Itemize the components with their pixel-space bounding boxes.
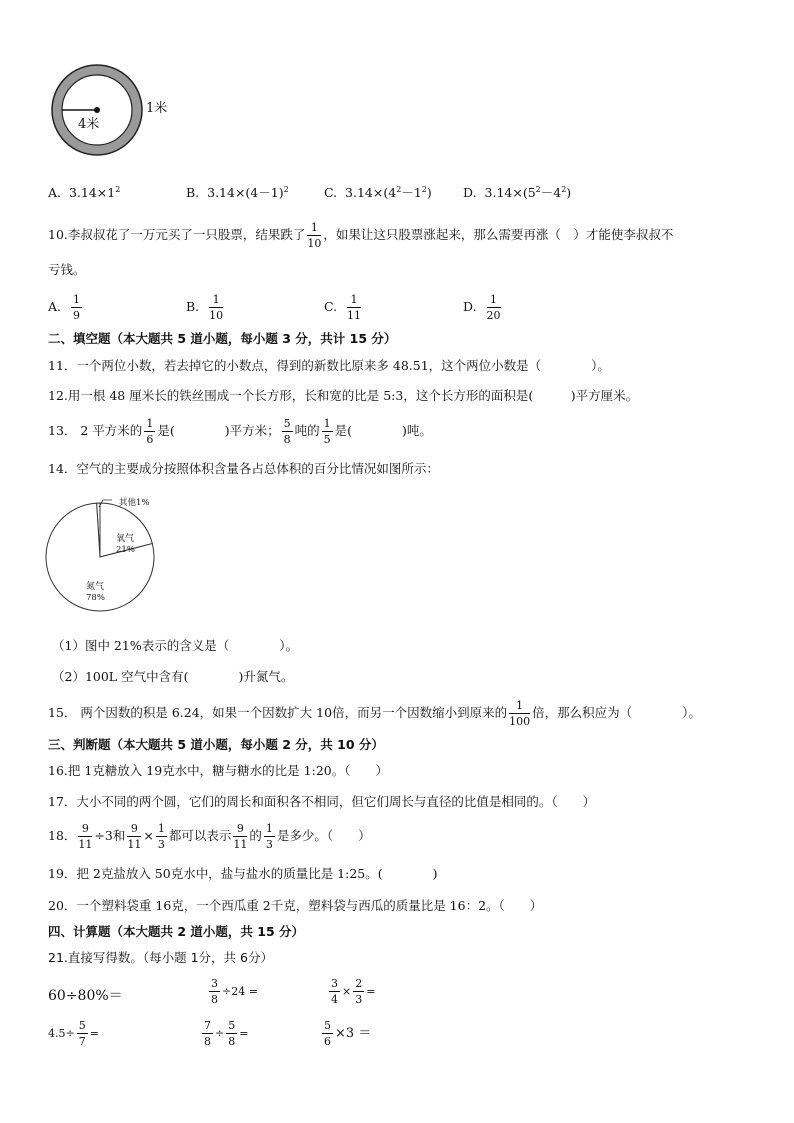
option-letter: B.	[186, 299, 200, 314]
option-expr: 3.14×1	[68, 185, 116, 201]
q10-option-d[interactable]	[463, 294, 503, 321]
numerator: 9	[127, 823, 141, 837]
numerator: 1	[146, 417, 154, 430]
numerator: 1	[209, 294, 223, 308]
q17: 17．大小不同的两个圆，它们的周长和面积各不相同，但它们周长与直径的比值是相同的。（ ）	[48, 794, 596, 809]
numerator: 1	[72, 293, 80, 306]
denominator: 5	[323, 433, 331, 446]
option-letter: A.	[48, 185, 62, 201]
numerator: 1	[157, 822, 165, 835]
text: 都可以表示	[168, 828, 232, 843]
numerator: 3	[211, 977, 218, 990]
fraction	[322, 1020, 333, 1047]
text: ，如果让这只股票涨起来，那么需要再涨（ ）才能使李叔叔不	[323, 227, 674, 242]
q9-option-d[interactable]	[463, 186, 571, 200]
fraction	[202, 1020, 213, 1047]
denominator: 100	[509, 715, 531, 728]
operator: ÷	[215, 1027, 225, 1040]
denominator: 6	[146, 433, 154, 446]
q9-option-c[interactable]	[324, 186, 432, 200]
numerator: 9	[78, 823, 92, 837]
fraction	[353, 978, 364, 1005]
fraction	[329, 978, 340, 1005]
q10-option-c[interactable]	[324, 294, 363, 321]
q12: 12.用一根 48 厘米长的铁丝围成一个长方形，长和宽的比是 5:3，这个长方形的面积是( )平方厘米。	[48, 388, 639, 403]
fraction	[144, 418, 155, 445]
text: 是多少。（ ）	[276, 828, 371, 843]
numerator: 9	[233, 823, 247, 837]
fraction	[77, 1020, 88, 1047]
exponent: 2	[396, 185, 402, 194]
q14-sub2: （2）100L 空气中含有( )升氮气。	[52, 669, 294, 684]
expr-part: 3.14×(4	[345, 185, 397, 201]
denominator: 9	[72, 309, 80, 322]
text: 是( )平方米；	[157, 423, 280, 438]
q14: 14．空气的主要成分按照体积含量各占总体积的百分比情况如图所示：	[48, 461, 439, 476]
ring-figure	[44, 62, 194, 162]
calc-5	[200, 1020, 248, 1047]
numerator: 3	[331, 977, 338, 990]
denominator: 10	[307, 237, 322, 250]
denominator: 8	[204, 1035, 211, 1048]
section-3-heading: 三、判断题（本大题共 5 道小题，每小题 2 分，共 10 分）	[48, 737, 384, 752]
fraction	[322, 418, 333, 445]
exponent: 2	[535, 185, 541, 194]
fraction	[264, 823, 275, 850]
numerator: 1	[487, 294, 501, 308]
option-letter: C.	[324, 299, 338, 314]
q11: 11．一个两位小数，若去掉它的小数点，得到的新数比原来多 48.51，这个两位小数是（ ）。	[48, 358, 610, 373]
calc-1: 60÷80%＝	[48, 988, 123, 1004]
text: 10.李叔叔花了一万元买了一只股票，结果跌了	[48, 227, 306, 242]
denominator: 11	[347, 309, 362, 322]
expr-part: －4	[540, 185, 562, 201]
q10-stem-line2: 亏钱。	[48, 262, 86, 277]
numerator: 1	[307, 222, 321, 236]
fraction	[71, 294, 82, 321]
q15	[48, 700, 701, 727]
pie-label-nitrogen: 氮气	[86, 582, 105, 592]
option-letter: B.	[186, 185, 200, 201]
q10-option-a[interactable]	[48, 294, 84, 321]
denominator: 3	[265, 838, 273, 851]
q16: 16.把 1克糖放入 19克水中，糖与糖水的比是 1:20。（ ）	[48, 763, 388, 778]
pie-label-other: 其他1%	[119, 498, 150, 508]
numerator: 1	[509, 700, 530, 714]
text: ×3 ＝	[335, 1026, 372, 1041]
fraction	[509, 700, 530, 727]
expr-part: －1	[401, 185, 422, 201]
ring-outer-label: 1米	[146, 101, 168, 116]
numerator: 5	[78, 1019, 86, 1032]
fraction	[233, 823, 247, 850]
exponent: 2	[115, 185, 121, 194]
expr-part: 3.14×(5	[484, 185, 536, 201]
denominator: 7	[78, 1035, 86, 1048]
numerator: 1	[323, 417, 331, 430]
text: 4.5÷	[48, 1027, 75, 1040]
operator: ×	[342, 985, 352, 998]
exponent: 2	[421, 185, 427, 194]
fraction	[347, 294, 361, 321]
denominator: 8	[211, 993, 218, 1006]
text: 13． 2 平方米的	[48, 423, 143, 438]
q10-stem	[48, 222, 673, 249]
text: =	[89, 1027, 99, 1040]
pie-label-nitrogen-pct: 78%	[86, 593, 105, 603]
denominator: 8	[228, 1035, 236, 1048]
denominator: 11	[233, 838, 248, 851]
numerator: 2	[355, 977, 363, 990]
section-2-heading: 二、填空题（本大题共 5 道小题，每小题 3 分，共计 15 分）	[48, 331, 397, 346]
calc-3	[327, 978, 375, 1005]
q10-option-b[interactable]	[186, 294, 225, 321]
text: 的	[249, 828, 262, 843]
q18	[48, 823, 371, 850]
option-letter: C.	[324, 185, 338, 201]
denominator: 6	[324, 1035, 331, 1048]
fraction	[209, 978, 220, 1005]
q14-sub1: （1）图中 21%表示的含义是（ ）。	[52, 638, 298, 653]
expr-part: )	[426, 185, 432, 201]
numerator: 7	[204, 1019, 211, 1032]
pie-label-oxygen: 氧气	[116, 534, 135, 544]
center-dot	[94, 107, 100, 113]
ring-inner-label: 4米	[78, 117, 100, 132]
calc-4	[48, 1020, 99, 1047]
exponent: 2	[561, 185, 567, 194]
denominator: 4	[331, 993, 338, 1006]
exponent: 2	[283, 185, 289, 194]
denominator: 11	[127, 838, 142, 851]
text: ÷24 =	[222, 985, 258, 998]
calc-6	[320, 1020, 371, 1047]
fraction	[307, 222, 321, 249]
denominator: 10	[209, 309, 224, 322]
option-letter: D.	[463, 185, 477, 201]
option-letter: A.	[48, 299, 62, 314]
numerator: 5	[324, 1019, 331, 1032]
text: =	[239, 1027, 249, 1040]
denominator: 8	[283, 433, 291, 446]
pie-label-oxygen-pct: 21%	[116, 545, 135, 555]
text: ÷3和	[94, 828, 126, 843]
text: 是( )吨。	[334, 423, 432, 438]
fraction	[226, 1020, 237, 1047]
text: 倍，那么积应为（ ）。	[532, 705, 701, 720]
expr-part: )	[566, 185, 572, 201]
q19: 19．把 2克盐放入 50克水中，盐与盐水的质量比是 1:25。( )	[48, 866, 438, 881]
text: ×	[143, 828, 154, 843]
fraction	[487, 294, 501, 321]
q13	[48, 418, 432, 445]
denominator: 20	[486, 309, 501, 322]
numerator: 5	[283, 417, 291, 430]
denominator: 3	[157, 838, 165, 851]
fraction	[127, 823, 141, 850]
fraction	[156, 823, 167, 850]
calc-2	[207, 978, 258, 1005]
numerator: 1	[265, 822, 273, 835]
q9-option-b[interactable]	[186, 186, 289, 200]
fraction	[209, 294, 223, 321]
q21: 21.直接写得数。（每小题 1分，共 6分）	[48, 950, 273, 965]
text: =	[366, 985, 376, 998]
section-4-heading: 四、计算题（本大题共 2 道小题，共 15 分）	[48, 924, 305, 939]
denominator: 11	[78, 838, 93, 851]
numerator: 1	[347, 294, 361, 308]
option-expr: 3.14×(4－1)	[207, 185, 284, 201]
q9-option-a[interactable]	[48, 186, 120, 200]
text: 18．	[48, 828, 77, 843]
numerator: 5	[228, 1019, 236, 1032]
fraction	[282, 418, 293, 445]
text: 吨的	[294, 423, 320, 438]
option-letter: D.	[463, 299, 477, 314]
q20: 20．一个塑料袋重 16克，一个西瓜重 2千克，塑料袋与西瓜的质量比是 16：2。（ ）	[48, 898, 543, 913]
fraction	[78, 823, 92, 850]
text: 15． 两个因数的积是 6.24，如果一个因数扩大 10倍，而另一个因数缩小到原来的	[48, 705, 508, 720]
denominator: 3	[355, 993, 363, 1006]
